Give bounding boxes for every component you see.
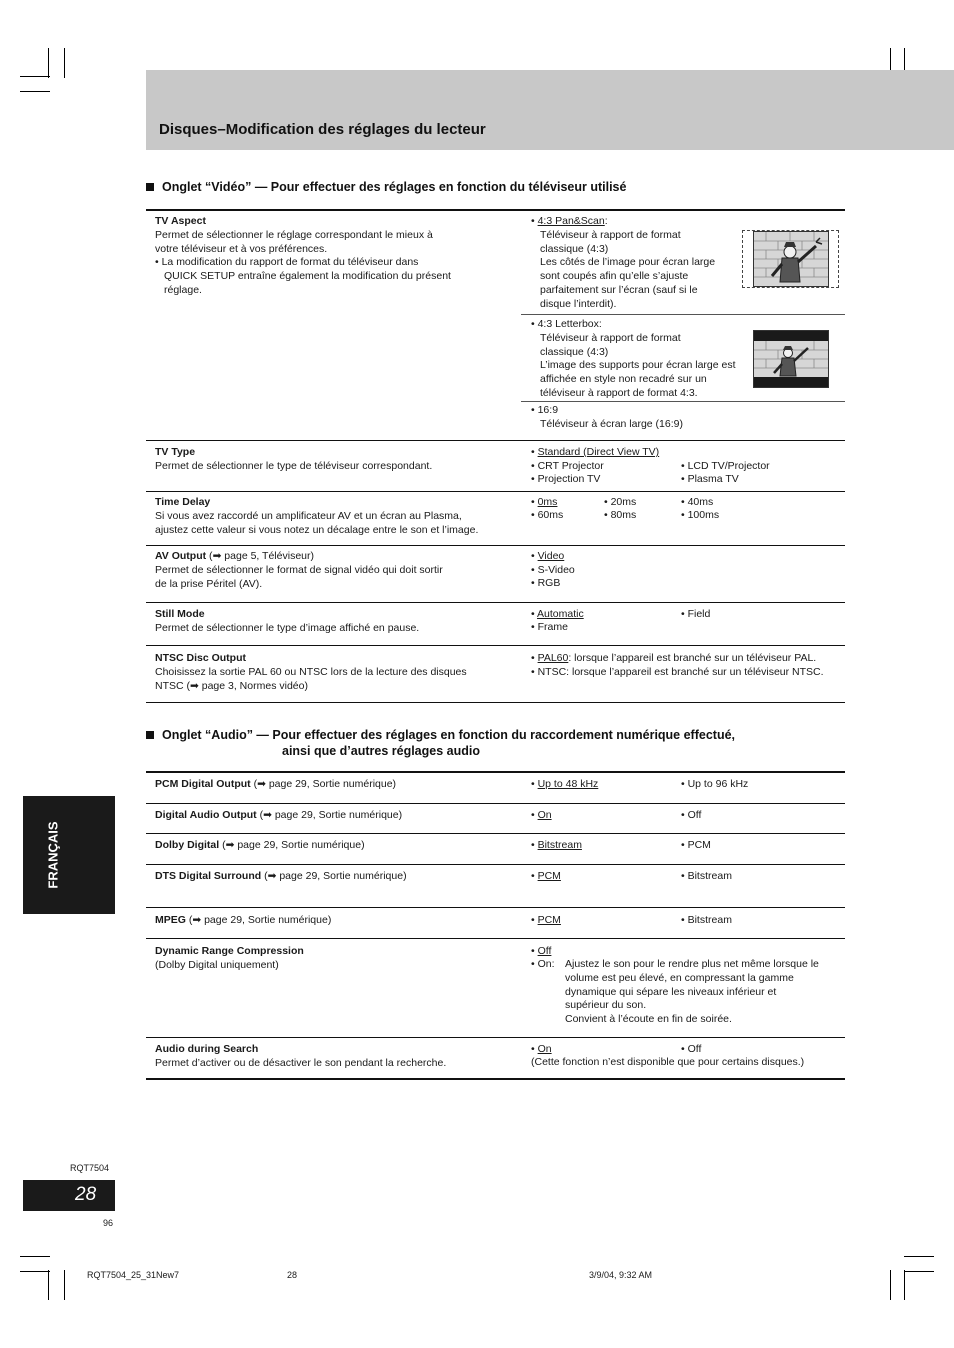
tv-aspect-desc: TV Aspect Permet de sélectionner le réglage correspondant le mieux à votre téléviseur et à vos préférences. • La modification du rapport de format du téléviseur dans QUICK SETUP entraîne également la modification du présent réglage. (155, 215, 451, 296)
crop-mark (64, 1270, 65, 1300)
audio-section-title: Onglet “Audio” — Pour effectuer des réglages en fonction du raccordement numérique effectué, ainsi que d’autres réglages audio (146, 727, 846, 759)
mpeg-option: • PCM (531, 914, 561, 926)
header-band (146, 70, 954, 150)
crop-mark (20, 76, 50, 77)
timestamp: 3/9/04, 9:32 AM (589, 1270, 653, 1280)
dts-option: • PCM (531, 870, 561, 882)
crop-mark (64, 48, 65, 78)
time-delay-desc: Time Delay Si vous avez raccordé un amplificateur AV et un écran au Plasma, ajustez cette valeur si vous notez un décalage entre le son et l’image. (155, 496, 479, 536)
still-mode-option: • Frame (531, 621, 568, 633)
time-delay-option: • 100ms (681, 509, 720, 521)
table-rule (146, 491, 845, 492)
dao-option: • On (531, 809, 552, 821)
table-rule (146, 864, 845, 865)
pan-scan-illustration (753, 231, 829, 287)
table-rule (146, 803, 845, 804)
pcm-output-desc: PCM Digital Output (➡ page 29, Sortie numérique) (155, 778, 397, 790)
crop-mark (20, 1256, 50, 1257)
right-arrow-icon: ➡ (263, 809, 272, 821)
table-rule (146, 1037, 845, 1038)
crop-mark (48, 48, 49, 78)
tv-type-desc: TV Type Permet de sélectionner le type de téléviseur correspondant. (155, 446, 433, 472)
dao-option: • Off (681, 809, 702, 821)
still-mode-option: • Automatic (531, 608, 584, 620)
ntsc-option: • NTSC: lorsque l’appareil est branché sur un téléviseur NTSC. (531, 666, 824, 678)
file-page: 28 (287, 1270, 298, 1280)
tv-type-option: • Plasma TV (681, 473, 739, 485)
crop-mark (48, 1270, 49, 1300)
still-mode-desc: Still Mode Permet de sélectionner le type d’image affiché en pause. (155, 608, 420, 634)
table-rule (146, 440, 845, 441)
tv-type-option: • Projection TV (531, 473, 601, 485)
square-bullet-icon (146, 183, 154, 191)
table-rule (146, 907, 845, 908)
av-output-desc: AV Output (➡ page 5, Téléviseur) Permet de sélectionner le format de signal vidéo qui doit sortir de la prise Péritel (AV). (155, 550, 443, 590)
table-rule (146, 938, 845, 939)
crop-mark (20, 1271, 50, 1272)
dts-option: • Bitstream (681, 870, 732, 882)
table-rule (146, 771, 845, 773)
crop-mark (20, 91, 50, 92)
square-bullet-icon (146, 731, 154, 739)
crop-mark (904, 1271, 934, 1272)
right-arrow-icon: ➡ (225, 839, 235, 851)
table-rule (146, 209, 845, 211)
letterbox-illustration (753, 330, 829, 388)
dolby-option: • Bitstream (531, 839, 582, 851)
tv-type-option: • CRT Projector (531, 460, 604, 472)
pcm-option: • Up to 48 kHz (531, 778, 599, 790)
page-number-box (23, 1180, 115, 1211)
right-arrow-icon: ➡ (212, 550, 222, 562)
table-rule (146, 545, 845, 546)
crop-mark (904, 1256, 934, 1257)
language-tab (23, 796, 115, 914)
table-rule (146, 702, 845, 703)
dolby-digital-desc: Dolby Digital (➡ page 29, Sortie numérique) (155, 839, 365, 851)
model-code: RQT7504 (70, 1163, 110, 1173)
table-rule (146, 602, 845, 603)
pcm-option: • Up to 96 kHz (681, 778, 749, 790)
time-delay-option: • 20ms (604, 496, 637, 508)
mpeg-option: • Bitstream (681, 914, 732, 926)
tv-type-option: • LCD TV/Projector (681, 460, 770, 472)
table-rule (146, 833, 845, 834)
av-output-option: • RGB (531, 577, 561, 589)
language-label: FRANÇAIS (45, 821, 61, 889)
row-divider (521, 401, 845, 402)
tv-type-option: • Standard (Direct View TV) (531, 446, 660, 458)
file-name: RQT7504_25_31New7 (87, 1270, 180, 1280)
right-arrow-icon: ➡ (190, 679, 199, 692)
drc-desc: Dynamic Range Compression (Dolby Digital uniquement) (155, 945, 304, 971)
tv-aspect-option-pan-scan: • 4:3 Pan&Scan: Téléviseur à rapport de format classique (4:3) Les côtés de l’image pour écran large sont coupés afin qu’elle s’ajuste parfaitement sur l’écran (sauf si le disque l’interdit). (531, 215, 716, 310)
drc-on-description: Ajustez le son pour le rendre plus net même lorsque le volume est peu élevé, en compressant la gamme dynamique qui sépare les niveaux inférieur et supérieur du son. Convient à l’écoute en fin de soirée. (565, 958, 819, 1026)
time-delay-option: • 60ms (531, 509, 564, 521)
dolby-option: • PCM (681, 839, 711, 851)
ads-option: • On (531, 1043, 552, 1055)
row-divider (521, 314, 845, 315)
time-delay-option: • 0ms (531, 496, 558, 508)
drc-option: • Off (531, 945, 552, 957)
table-rule (146, 1078, 845, 1080)
subpage-number: 96 (103, 1218, 114, 1228)
ntsc-option: • PAL60: lorsque l’appareil est branché sur un téléviseur PAL. (531, 652, 817, 664)
av-output-option: • Video (531, 550, 565, 562)
ads-note: (Cette fonction n’est disponible que pour certains disques.) (531, 1056, 805, 1068)
ntsc-output-desc: NTSC Disc Output Choisissez la sortie PAL 60 ou NTSC lors de la lecture des disques NTSC (➡ page 3, Normes vidéo) (155, 652, 467, 692)
table-rule (146, 645, 845, 646)
page-title: Disques–Modification des réglages du lecteur (159, 121, 486, 138)
tv-aspect-option-16-9: • 16:9 Téléviseur à écran large (16:9) (531, 404, 683, 430)
tv-aspect-option-letterbox: • 4:3 Letterbox: Téléviseur à rapport de format classique (4:3) L’image des supports pour écran large est affichée en style non recadré sur un téléviseur à rapport de format 4:3. (531, 318, 736, 399)
audio-search-desc: Audio during Search Permet d’activer ou de désactiver le son pendant la recherche. (155, 1043, 447, 1069)
right-arrow-icon: ➡ (192, 914, 202, 926)
video-section-title: Onglet “Vidéo” — Pour effectuer des réglages en fonction du téléviseur utilisé (146, 179, 626, 195)
right-arrow-icon: ➡ (267, 870, 277, 882)
drc-option: • On: (531, 958, 555, 970)
time-delay-option: • 80ms (604, 509, 637, 521)
dts-desc: DTS Digital Surround (➡ page 29, Sortie numérique) (155, 870, 407, 882)
mpeg-desc: MPEG (➡ page 29, Sortie numérique) (155, 914, 332, 926)
crop-mark (890, 1270, 891, 1300)
page-number: 28 (75, 1184, 97, 1205)
right-arrow-icon: ➡ (257, 778, 266, 790)
crop-mark (904, 1270, 905, 1300)
time-delay-option: • 40ms (681, 496, 714, 508)
av-output-option: • S-Video (531, 564, 575, 576)
digital-audio-output-desc: Digital Audio Output (➡ page 29, Sortie numérique) (155, 809, 403, 821)
ads-option: • Off (681, 1043, 702, 1055)
still-mode-option: • Field (681, 608, 711, 620)
